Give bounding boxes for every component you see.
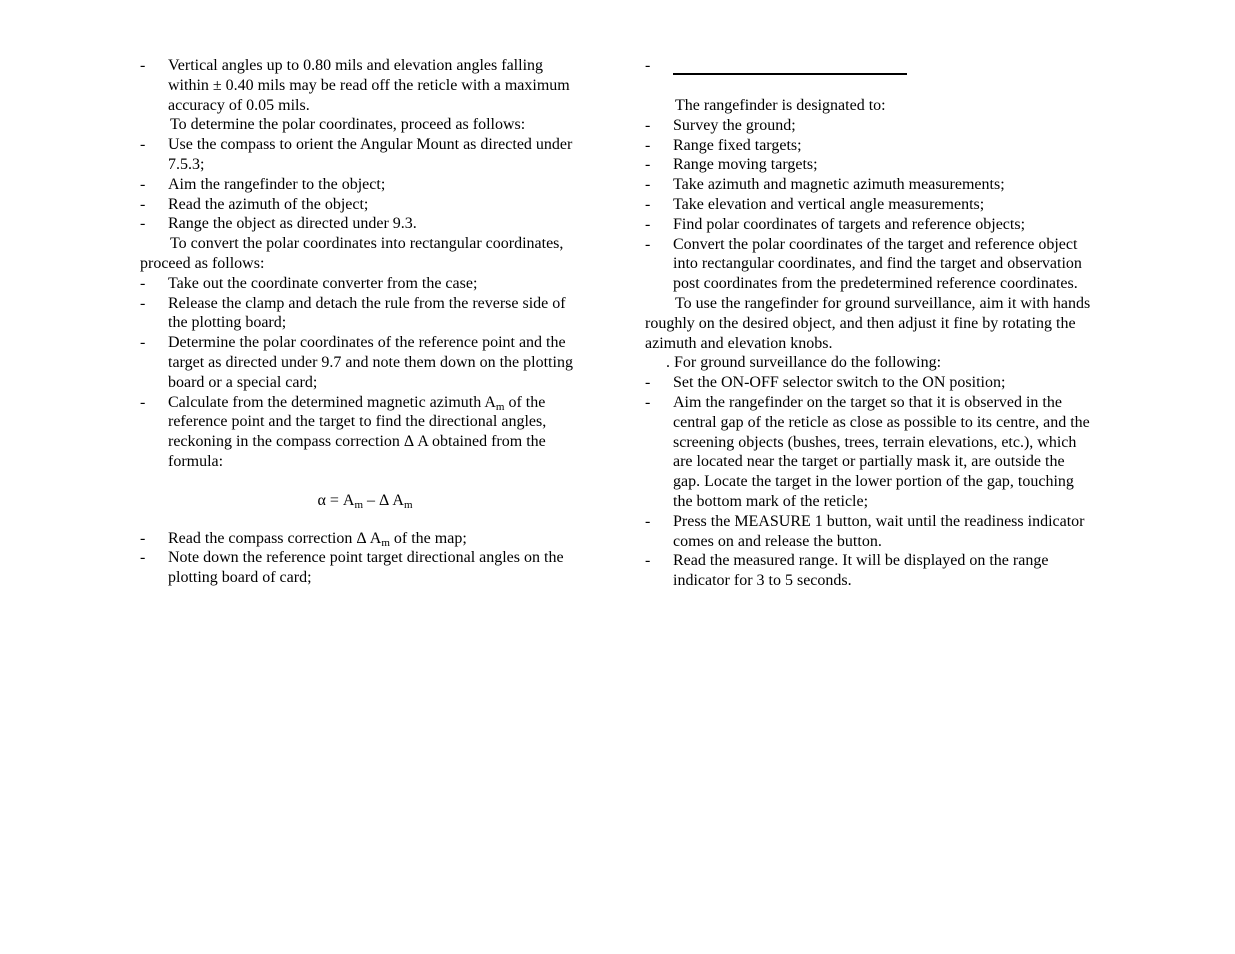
list-item (140, 529, 580, 549)
bullet-dash: - (140, 195, 146, 213)
list-item (140, 214, 580, 234)
list-item (645, 155, 1095, 175)
list-item (140, 135, 580, 175)
item-text: Convert the polar coordinates of the target and reference object into rectangular coordinates, and find the target and observation post coordinates from the predetermined reference coordinates. (673, 235, 1082, 293)
blank-underline (673, 73, 907, 75)
item-text: Use the compass to orient the Angular Mount as directed under 7.5.3; (168, 136, 573, 173)
bullet-dash: - (645, 235, 651, 253)
bullet-dash: - (140, 549, 146, 567)
item-text: Release the clamp and detach the rule from the reverse side of the plotting board; (168, 294, 566, 332)
bullet-dash: - (140, 215, 146, 233)
item-text: Read the azimuth of the object; (168, 195, 369, 213)
bullet-dash: - (140, 57, 146, 74)
bullet-dash: - (140, 294, 146, 312)
paragraph: The rangefinder is designated to: (675, 97, 886, 114)
list-item (645, 373, 1095, 393)
bullet-dash: - (140, 529, 146, 547)
item-text: Aim the rangefinder on the target so that it is observed in the central gap of the reticle as close as possible to its centre, and the screening objects (bushes, trees, terrain elevations, etc.), which are located near the target or partially mask it, are outside the gap. Locate the target in the lower portion of the gap, touching the bottom mark of the reticle; (673, 393, 1090, 510)
item-text: Survey the ground; (673, 116, 796, 134)
list-item (645, 393, 1095, 512)
item-text: Range moving targets; (673, 156, 818, 174)
item-text: Press the MEASURE 1 button, wait until the readiness indicator comes on and release the button. (673, 512, 1085, 550)
item-text: Take elevation and vertical angle measurements; (673, 195, 985, 213)
bullet-dash: - (645, 57, 651, 74)
item-text (168, 530, 467, 547)
bullet-dash: - (645, 176, 651, 194)
list-item (140, 333, 580, 392)
bullet-dash: - (140, 136, 146, 154)
subscript: m (495, 400, 505, 413)
formula (140, 491, 580, 511)
bullet-dash: - (645, 393, 651, 411)
list-item (645, 551, 1095, 591)
item-text (168, 394, 546, 470)
bullet-dash: - (645, 512, 651, 530)
bullet-dash: - (645, 116, 651, 134)
paragraph: To convert the polar coordinates into rectangular coordinates, proceed as follows: (140, 235, 564, 272)
paragraph: . For ground surveillance do the following: (666, 354, 942, 372)
item-text: Take out the coordinate converter from the case; (168, 274, 478, 292)
item-text: Vertical angles up to 0.80 mils and elevation angles falling within ± 0.40 mils may be read off the reticle with a maximum accuracy of 0.05 mils. (168, 57, 570, 114)
list-item (140, 294, 580, 334)
bullet-dash: - (140, 393, 146, 411)
list-item (140, 175, 580, 195)
list-item (140, 393, 580, 472)
list-item (140, 195, 580, 215)
bullet-dash: - (645, 136, 651, 154)
item-text: Range the object as directed under 9.3. (168, 215, 417, 233)
item-text: Note down the reference point target directional angles on the plotting board of card; (168, 549, 564, 587)
item-text: Set the ON-OFF selector switch to the ON position; (673, 374, 1006, 392)
item-text-part: of the reference point and the target to find the directional angles, reckoning in the compass correction Δ A obtained from the formula: (168, 393, 547, 470)
bullet-dash: - (140, 334, 146, 352)
bullet-dash: - (645, 552, 651, 570)
subscript: m (354, 498, 363, 511)
left-column (140, 56, 580, 588)
bullet-dash: - (140, 175, 146, 193)
item-text: Find polar coordinates of targets and reference objects; (673, 215, 1026, 233)
right-column (645, 56, 1095, 591)
bullet-dash: - (645, 156, 651, 174)
item-text-part: Read the compass correction Δ A (168, 529, 382, 547)
list-item (140, 274, 580, 294)
formula-part: – Δ A (363, 491, 404, 509)
item-text: Determine the polar coordinates of the reference point and the target as directed under 9.7 and note them down on the plotting board or a special card; (168, 334, 573, 391)
list-item (140, 548, 580, 588)
paragraph: To use the rangefinder for ground surveillance, aim it with hands roughly on the desired object, and then adjust it fine by rotating the azimuth and elevation knobs. (645, 294, 1091, 352)
list-item (645, 175, 1095, 195)
formula-part: α = A (317, 491, 355, 509)
list-item (645, 235, 1095, 294)
blank-list-item (645, 56, 1095, 96)
item-text: Range fixed targets; (673, 136, 802, 154)
item-text: Read the measured range. It will be displayed on the range indicator for 3 to 5 seconds. (673, 552, 1049, 590)
list-item (645, 136, 1095, 156)
subscript: m (403, 498, 413, 511)
bullet-dash: - (645, 195, 651, 213)
bullet-dash: - (645, 215, 651, 233)
subscript: m (381, 536, 390, 549)
list-item (140, 56, 580, 115)
item-text: Aim the rangefinder to the object; (168, 175, 386, 193)
item-text-part: of the map; (389, 529, 467, 547)
list-item (645, 512, 1095, 552)
list-item (645, 195, 1095, 215)
paragraph: To determine the polar coordinates, proceed as follows: (170, 116, 526, 134)
bullet-dash: - (140, 274, 146, 292)
item-text-part: Calculate from the determined magnetic azimuth A (168, 393, 496, 411)
bullet-dash: - (645, 374, 651, 392)
item-text: Take azimuth and magnetic azimuth measurements; (673, 176, 1005, 194)
list-item (645, 215, 1095, 235)
list-item (645, 116, 1095, 136)
